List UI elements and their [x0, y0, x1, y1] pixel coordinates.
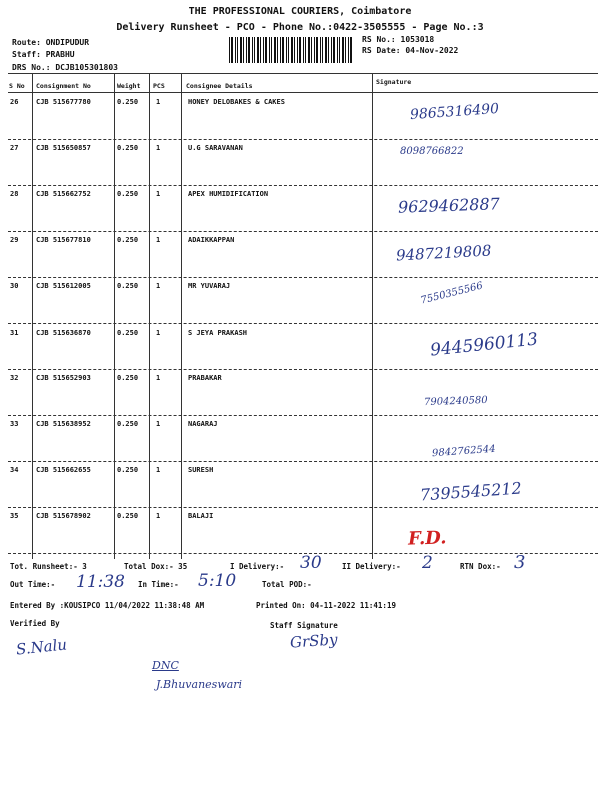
row-consignment-no: CJB 515677780 [36, 98, 91, 106]
row-pcs: 1 [156, 374, 161, 382]
row-weight: 0.250 [117, 236, 139, 244]
row-signature: 9487219808 [395, 241, 492, 265]
barcode-bar [297, 37, 298, 63]
table-top-border [8, 73, 598, 74]
barcode-bar [277, 37, 278, 63]
row-pcs: 1 [156, 329, 161, 337]
drs-number: DRS No.: DCJB105301803 [12, 63, 118, 72]
barcode-bar [350, 37, 352, 63]
col-header-consignee: Consignee Details [186, 82, 253, 90]
row-signature: 8098766822 [400, 146, 464, 157]
barcode-bar [333, 37, 335, 63]
row-pcs: 1 [156, 282, 161, 290]
col-divider [181, 74, 182, 559]
row-signature: 7395545212 [419, 478, 523, 505]
barcode-bar [274, 37, 276, 63]
barcode-bar [271, 37, 272, 63]
row-pcs: 1 [156, 236, 161, 244]
row-separator [8, 277, 598, 278]
barcode-bar [311, 37, 312, 63]
row-weight: 0.250 [117, 190, 139, 198]
row-separator [8, 369, 598, 370]
barcode-bar [339, 37, 340, 63]
barcode-bar [325, 37, 327, 63]
row-signature: 9842762544 [431, 443, 496, 460]
row-consignee: U.G SARAVANAN [188, 144, 243, 152]
row-consignment-no: CJB 515650857 [36, 144, 91, 152]
row-consignee: PRABAKAR [188, 374, 222, 382]
barcode-bar [243, 37, 244, 63]
total-pod-label: Total POD:- [262, 580, 312, 589]
barcode-bar [246, 37, 247, 63]
row-consignee: NAGARAJ [188, 420, 218, 428]
row-pcs: 1 [156, 466, 161, 474]
row-consignee: BALAJI [188, 512, 214, 520]
barcode-bar [269, 37, 270, 63]
row-weight: 0.250 [117, 98, 139, 106]
row-signature: 9629462887 [397, 194, 501, 217]
row-weight: 0.250 [117, 144, 139, 152]
row-signature: 7904240580 [423, 394, 488, 409]
barcode-bar [345, 37, 346, 63]
row-consignment-no: CJB 515662655 [36, 466, 91, 474]
total-runsheet: Tot. Runsheet:- 3 [10, 562, 87, 571]
barcode-bar [237, 37, 238, 63]
barcode-bar [235, 37, 236, 63]
row-signature: 9865316490 [409, 100, 500, 124]
row-sno: 31 [10, 329, 19, 337]
col-header-weight: Weight [117, 82, 141, 90]
row-sno: 26 [10, 98, 19, 106]
row-weight: 0.250 [117, 512, 139, 520]
bottom-signature: J.Bhuvaneswari [156, 678, 243, 691]
barcode-bar [248, 37, 250, 63]
barcode-bar [294, 37, 295, 63]
total-dox: Total Dox:- 35 [124, 562, 188, 571]
barcode-bar [337, 37, 338, 63]
row-consignee: APEX HUMIDIFICATION [188, 190, 269, 198]
row-separator [8, 507, 598, 508]
col-header-pcs: PCS [153, 82, 165, 90]
row-weight: 0.250 [117, 466, 139, 474]
barcode-bar [265, 37, 267, 63]
row-separator [8, 231, 598, 232]
row-separator [8, 323, 598, 324]
row-consignment-no: CJB 515677810 [36, 236, 91, 244]
row-weight: 0.250 [117, 420, 139, 428]
row-sno: 35 [10, 512, 19, 520]
row-pcs: 1 [156, 420, 161, 428]
row-sno: 30 [10, 282, 19, 290]
row-consignment-no: CJB 515652903 [36, 374, 91, 382]
verified-by-label: Verified By [10, 619, 60, 628]
ii-delivery-value: 2 [422, 553, 433, 573]
row-separator [8, 415, 598, 416]
row-pcs: 1 [156, 190, 161, 198]
staff-label: Staff: PRABHU [12, 50, 75, 59]
col-header-signature: Signature [376, 78, 412, 86]
barcode-bar [286, 37, 287, 63]
i-delivery-label: I Delivery:- [230, 562, 285, 571]
out-time-label: Out Time:- [10, 580, 56, 589]
rtn-dox-label: RTN Dox:- [460, 562, 501, 571]
barcode-bar [316, 37, 318, 63]
barcode-bar [305, 37, 306, 63]
row-consignment-no: CJB 515636870 [36, 329, 91, 337]
row-separator [8, 185, 598, 186]
row-weight: 0.250 [117, 282, 139, 290]
in-time-value: 5:10 [198, 571, 237, 591]
dnc-note: DNC [152, 659, 179, 672]
row-consignment-no: CJB 515662752 [36, 190, 91, 198]
staff-signature: GrSby [289, 630, 339, 652]
row-consignment-no: CJB 515638952 [36, 420, 91, 428]
barcode-bar [320, 37, 321, 63]
col-divider [149, 74, 150, 559]
row-signature: 9445960113 [429, 329, 539, 361]
barcode-bar [314, 37, 315, 63]
barcode-bar [291, 37, 293, 63]
barcode-bar [303, 37, 304, 63]
row-separator [8, 461, 598, 462]
rs-date: RS Date: 04-Nov-2022 [362, 46, 459, 55]
row-pcs: 1 [156, 144, 161, 152]
barcode-bar [288, 37, 289, 63]
i-delivery-value: 30 [300, 553, 322, 573]
row-sno: 34 [10, 466, 19, 474]
route-label: Route: ONDIPUDUR [12, 38, 90, 47]
row-consignment-no: CJB 515612005 [36, 282, 91, 290]
barcode-bar [322, 37, 323, 63]
row-sno: 33 [10, 420, 19, 428]
in-time-label: In Time:- [138, 580, 179, 589]
barcode-bar [260, 37, 261, 63]
runsheet-subtitle: Delivery Runsheet - PCO - Phone No.:0422-3505555 - Page No.:3 [116, 22, 484, 33]
barcode-bar [240, 37, 242, 63]
row-consignee: HONEY DELOBAKES & CAKES [188, 98, 285, 106]
printed-on: Printed On: 04-11-2022 11:41:19 [256, 601, 396, 610]
row-sno: 27 [10, 144, 19, 152]
row-separator [8, 139, 598, 140]
row-consignee: ADAIKKAPPAN [188, 236, 235, 244]
barcode-bar [254, 37, 255, 63]
row-consignee: SURESH [188, 466, 214, 474]
barcode-bar [348, 37, 349, 63]
row-signature: F.D. [407, 527, 447, 550]
barcode-bar [331, 37, 332, 63]
barcode-bar [231, 37, 233, 63]
ii-delivery-label: II Delivery:- [342, 562, 401, 571]
entered-by: Entered By :KOUSIPCO 11/04/2022 11:38:48 AM [10, 601, 205, 610]
table-header-border [8, 92, 598, 93]
row-weight: 0.250 [117, 329, 139, 337]
barcode-bar [308, 37, 310, 63]
row-consignment-no: CJB 515678902 [36, 512, 91, 520]
verified-signature: S.Nalu [15, 635, 68, 659]
rtn-dox-value: 3 [514, 552, 526, 573]
barcode-bar [342, 37, 344, 63]
col-divider [114, 74, 115, 559]
col-divider [372, 74, 373, 559]
row-sno: 29 [10, 236, 19, 244]
company-title: THE PROFESSIONAL COURIERS, Coimbatore [188, 6, 412, 17]
row-consignee: MR YUVARAJ [188, 282, 231, 290]
row-pcs: 1 [156, 512, 161, 520]
barcode-bar [252, 37, 253, 63]
barcode-bar [299, 37, 301, 63]
barcode-bar [328, 37, 329, 63]
row-sno: 32 [10, 374, 19, 382]
row-signature: 7550355566 [419, 280, 485, 307]
barcode-bar [257, 37, 259, 63]
out-time-value: 11:38 [76, 572, 125, 592]
barcode-bar [280, 37, 281, 63]
rs-number: RS No.: 1053018 [362, 35, 435, 44]
col-header-sno: S No [9, 82, 25, 90]
staff-signature-label: Staff Signature [270, 621, 338, 630]
col-header-consignment: Consignment No [36, 82, 91, 90]
barcode-bar [263, 37, 264, 63]
row-consignee: S JEYA PRAKASH [188, 329, 248, 337]
barcode-image [228, 37, 354, 63]
row-weight: 0.250 [117, 374, 139, 382]
row-pcs: 1 [156, 98, 161, 106]
barcode-bar [282, 37, 284, 63]
col-divider [32, 74, 33, 559]
row-sno: 28 [10, 190, 19, 198]
barcode-bar [229, 37, 230, 63]
